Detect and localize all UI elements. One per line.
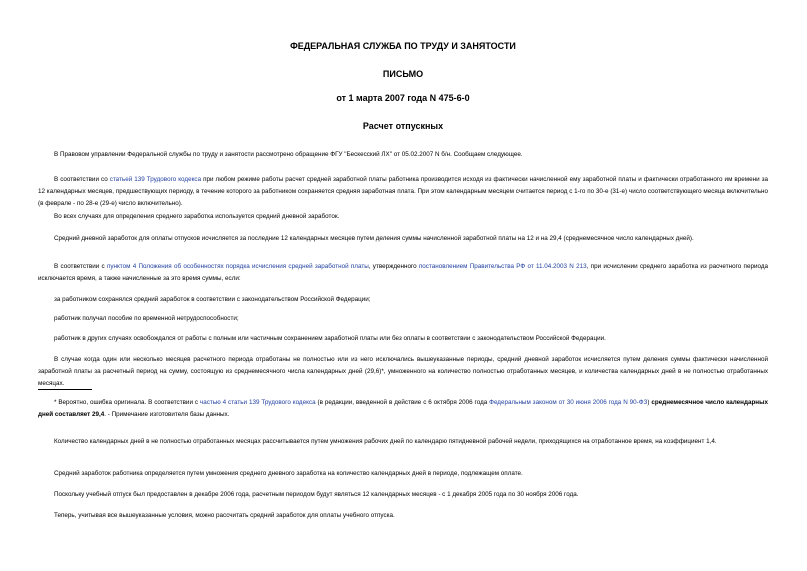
agency-heading: ФЕДЕРАЛЬНАЯ СЛУЖБА ПО ТРУДУ И ЗАНЯТОСТИ	[290, 41, 516, 51]
regulation-point-4-link[interactable]: пунктом 4 Положения об особенностях порядка исчисления средней заработной платы	[106, 263, 369, 270]
fn-text-d: . - Примечание изготовителя базы данных.	[104, 411, 230, 418]
p2-text-a: В соответствии со	[54, 176, 110, 183]
doc-type-heading: ПИСЬМО	[382, 69, 424, 79]
p2-text-b: при любом режиме работы расчет средней заработной платы работника производится исходя из фактически начисленной ему заработной платы и фактически отработанного им времени за 12 календарных месяцев, предшествующих периоду, в течение которого за работником сохраняется средняя заработная плата. При этом календарным месяцем считается период с 1-го по 30-е (31-е) число соответствующего месяца включительно (в феврале - по 28-е (29-е) число включительно).	[38, 176, 768, 207]
fn-text-a: * Вероятно, ошибка оригинала. В соответствии с	[54, 399, 200, 406]
paragraph-9: В случае когда один или несколько месяцев расчетного периода отработаны не полностью или из него исключались вышеуказанные периоды, средний дневной заработок исчисляется путем деления суммы фактически начисленной заработной платы за расчетный период на сумму, состоящую из среднемесячного числа календарных дней (29,6)*, умноженного на количество полностью отработанных месяцев, и количества календарных дней в не полностью отработанных месяцах.	[38, 356, 768, 387]
paragraph-6: за работником сохранялся средний заработок в соответствии с законодательством Российской Федерации;	[54, 296, 371, 303]
subject-heading: Расчет отпускных	[362, 121, 444, 131]
footnote-divider	[38, 389, 92, 390]
footnote	[38, 397, 768, 421]
fn-text-c: )	[647, 399, 652, 406]
paragraph-3: Во всех случаях для определения среднего заработка используется средний дневной заработок.	[54, 213, 340, 220]
government-decree-link[interactable]: постановлением Правительства РФ от 11.04.2003 N 213	[418, 263, 587, 270]
paragraph-10: Количество календарных дней в не полностью отработанных месяцах рассчитывается путем умножения рабочих дней по календарю пятидневной рабочей недели, приходящихся на отработанное время, на коэффициент 1,4.	[54, 438, 717, 445]
paragraph-11: Средний заработок работника определяется путем умножения среднего дневного заработка на количество календарных дней в периоде, подлежащем оплате.	[54, 470, 523, 477]
paragraph-5	[38, 261, 768, 285]
paragraph-8: работник в других случаях освобождался от работы с полным или частичным сохранением заработной платы или без оплаты в соответствии с законодательством Российской Федерации.	[54, 335, 606, 342]
paragraph-1: В Правовом управлении Федеральной службы по труду и занятости рассмотрено обращение ФГУ "Бескесский ЛХ" от 05.02.2007 N б/н. Сообщаем следующее.	[54, 151, 523, 158]
paragraph-2	[38, 174, 768, 210]
federal-law-90fz-link[interactable]: Федеральным законом от 30 июня 2006 года N 90-ФЗ	[489, 399, 648, 406]
article-139-link[interactable]: статьей 139 Трудового кодекса	[109, 176, 202, 183]
paragraph-13: Теперь, учитывая все вышеуказанные условия, можно рассчитать средний заработок для оплаты учебного отпуска.	[54, 512, 395, 519]
paragraph-4: Средний дневной заработок для оплаты отпусков исчисляется за последние 12 календарных месяцев путем деления суммы начисленной заработной платы на 12 и на 29,4 (среднемесячное число календарных дней).	[54, 235, 694, 242]
article-139-part-4-link[interactable]: частью 4 статьи 139 Трудового кодекса	[199, 399, 316, 406]
paragraph-12: Поскольку учебный отпуск был предоставлен в декабре 2006 года, расчетным периодом будут являться 12 календарных месяцев - с 1 декабря 2005 года по 30 ноября 2006 года.	[54, 491, 579, 498]
paragraph-7: работник получал пособие по временной нетрудоспособности;	[54, 315, 239, 322]
fn-text-b: (в редакции, введенной в действие с 6 октября 2006 года	[315, 399, 490, 406]
p5-text-c: , при исчислении среднего заработка из расчетного периода исключается время, а также начисленные за это время суммы, если:	[38, 263, 768, 282]
fn-bold-text: среднемесячное число календарных дней составляет 29,4	[38, 399, 768, 418]
p5-text-a: В соответствии с	[54, 263, 107, 270]
date-number-heading: от 1 марта 2007 года N 475-6-0	[336, 93, 470, 103]
p5-text-b: , утвержденного	[368, 263, 419, 270]
